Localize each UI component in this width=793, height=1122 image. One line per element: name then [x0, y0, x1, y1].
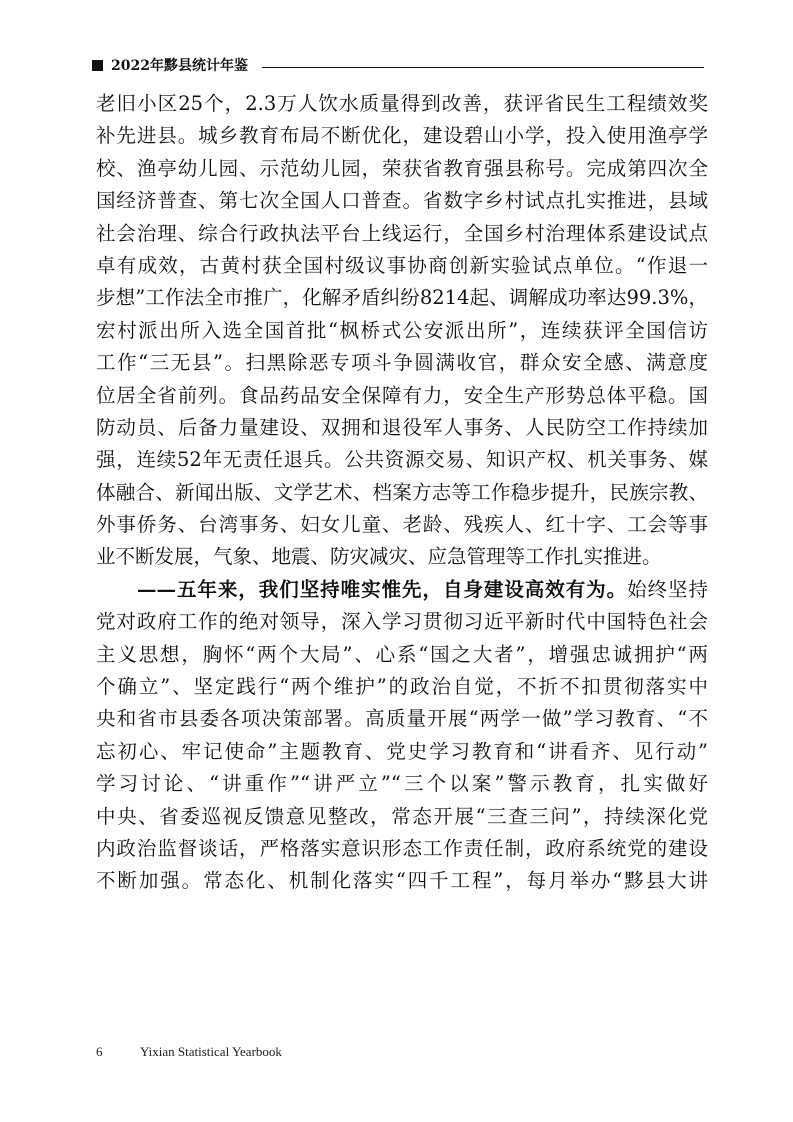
text-line: 国经济普查、第七次全国人口普查。省数字乡村试点扎实推进，县域: [96, 189, 708, 213]
paragraph-lead-line: [96, 574, 708, 606]
text-line: 不断加强。常态化、机制化落实“四千工程”，每月举办“黟县大讲: [96, 869, 708, 893]
text-line: 校、渔亭幼儿园、示范幼儿园，荣获省教育强县称号。完成第四次全: [96, 156, 708, 180]
text-line: 外事侨务、台湾事务、妇女儿童、老龄、残疾人、红十字、工会等事: [96, 513, 708, 537]
page-number: 6: [96, 1044, 103, 1059]
page-footer: [96, 1042, 282, 1062]
text-line: 宏村派出所入选全国首批“枫桥式公安派出所”，连续获评全国信访: [96, 318, 708, 342]
text-line: 工作“三无县”。扫黑除恶专项斗争圆满收官，群众安全感、满意度: [96, 351, 708, 375]
body-text: [96, 88, 708, 898]
running-header: [92, 50, 704, 80]
text-line: 补先进县。城乡教育布局不断优化，建设碧山小学，投入使用渔亭学: [96, 124, 708, 148]
text-line: 央和省市县委各项决策部署。高质量开展“两学一做”学习教育、“不: [96, 707, 708, 731]
header-square-icon: [92, 60, 103, 71]
footer-book-title: Yixian Statistical Yearbook: [140, 1044, 282, 1059]
text-line: 学习讨论、“讲重作”“讲严立”“三个以案”警示教育，扎实做好: [96, 772, 708, 796]
paragraph-lead-text: 始终坚持: [627, 577, 708, 601]
text-line: 主义思想，胸怀“两个大局”、心系“国之大者”，增强忠诚拥护“两: [96, 642, 708, 666]
header-title: 2022年黟县统计年鉴: [111, 58, 248, 74]
text-line: 卓有成效，古黄村获全国村级议事协商创新实验试点单位。“作退一: [96, 253, 708, 277]
text-line: 忘初心、牢记使命”主题教育、党史学习教育和“讲看齐、见行动”: [96, 739, 708, 763]
text-line: 强，连续52年无责任退兵。公共资源交易、知识产权、机关事务、媒: [96, 448, 708, 472]
text-line: 内政治监督谈话，严格落实意识形态工作责任制，政府系统党的建设: [96, 836, 708, 860]
text-line: 中央、省委巡视反馈意见整改，常态开展“三查三问”，持续深化党: [96, 804, 708, 828]
text-line: 老旧小区25个，2.3万人饮水质量得到改善，获评省民生工程绩效奖: [96, 92, 708, 115]
text-line: 业不断发展，气象、地震、防灾减灾、应急管理等工作扎实推进。: [96, 545, 662, 569]
text-line: 位居全省前列。食品药品安全保障有力，安全生产形势总体平稳。国: [96, 383, 708, 407]
text-line: 步想”工作法全市推广，化解矛盾纠纷8214起、调解成功率达99.3%，: [96, 286, 708, 310]
header-rule: [262, 67, 704, 68]
text-line: 个确立”、坚定践行“两个维护”的政治自觉，不折不扣贯彻落实中: [96, 675, 708, 699]
text-line: 党对政府工作的绝对领导，深入学习贯彻习近平新时代中国特色社会: [96, 610, 708, 634]
paragraph-heading: ——五年来，我们坚持唯实惟先，自身建设高效有为。: [137, 577, 628, 601]
text-line: 社会治理、综合行政执法平台上线运行，全国乡村治理体系建设试点: [96, 221, 708, 245]
text-line: 体融合、新闻出版、文学艺术、档案方志等工作稳步提升，民族宗教、: [96, 480, 708, 504]
text-line: 防动员、后备力量建设、双拥和退役军人事务、人民防空工作持续加: [96, 415, 708, 439]
